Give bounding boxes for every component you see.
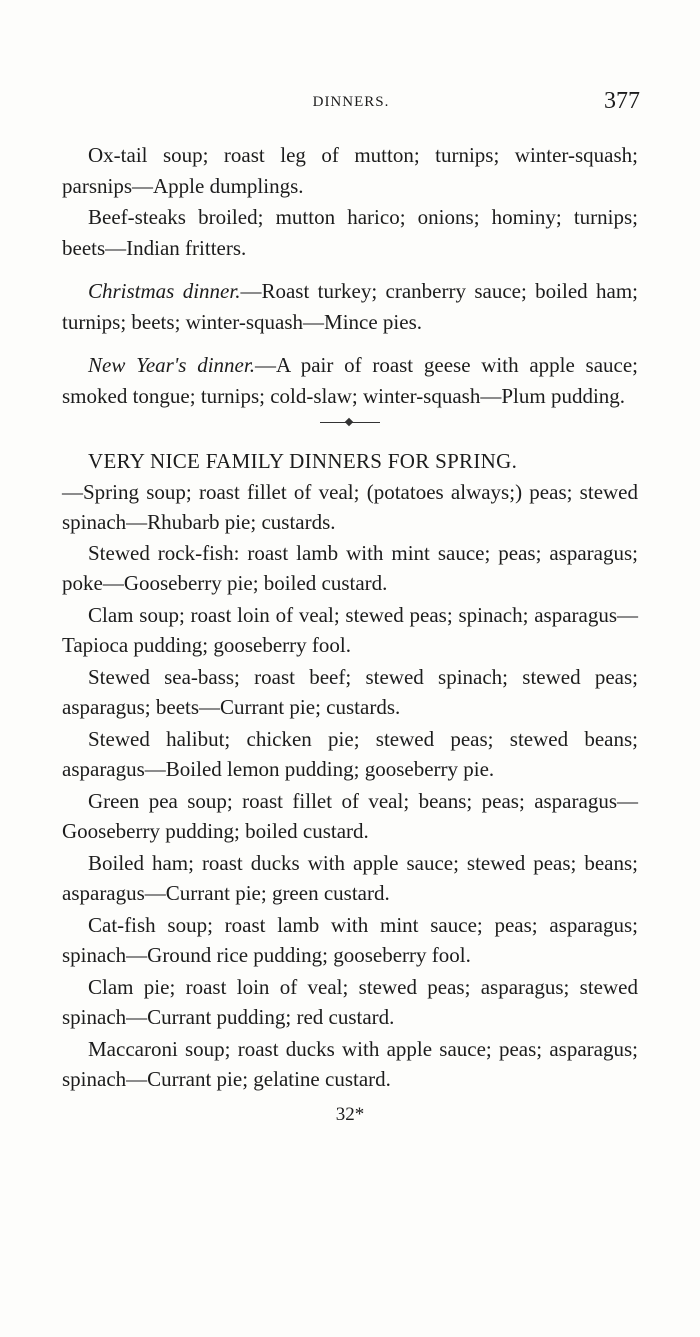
menu-paragraph: Maccaroni soup; roast ducks with apple sauce; peas; asparagus; spinach—Currant pie; gelatine custard. [62,1036,638,1091]
divider-ornament [345,418,353,426]
christmas-dinner-text: —Roast turkey; cranberry sauce; boiled ham; turnips; beets; winter-squash—Mince pies. [62,279,639,334]
new-year-dinner-label: New Year's dinner. [88,353,255,377]
menu-paragraph: Stewed sea-bass; roast beef; stewed spinach; stewed peas; asparagus; beets—Currant pie; custards. [62,664,638,719]
menu-paragraph: Ox-tail soup; roast leg of mutton; turnips; winter-squash; parsnips—Apple dumplings. [62,143,638,198]
menu-paragraph: Beef-steaks broiled; mutton harico; onions; hominy; turnips; beets—Indian fritters. [62,205,638,260]
page-number: 377 [604,88,640,114]
menu-paragraph: Clam soup; roast loin of veal; stewed peas; spinach; asparagus—Tapioca pudding; gooseberry fool. [62,602,638,657]
body-text [62,140,638,1130]
section-heading: VERY NICE FAMILY DINNERS FOR SPRING. [88,449,518,473]
menu-paragraph: Cat-fish soup; roast lamb with mint sauce; peas; asparagus; spinach—Ground rice pudding; gooseberry fool. [62,912,638,967]
new-year-dinner-paragraph [62,350,638,412]
section-intro: —Spring soup; roast fillet of veal; (potatoes always;) peas; stewed spinach—Rhubarb pie; custards. [62,479,638,534]
page-header [62,88,640,122]
menu-paragraph: Green pea soup; roast fillet of veal; beans; peas; asparagus—Gooseberry pudding; boiled custard. [62,788,638,843]
christmas-dinner-label: Christmas dinner. [88,279,241,303]
menu-paragraph: Boiled ham; roast ducks with apple sauce; stewed peas; beans; asparagus—Currant pie; green custard. [62,850,638,905]
menu-paragraph: Stewed rock-fish: roast lamb with mint sauce; peas; asparagus; poke—Gooseberry pie; boiled custard. [62,540,638,595]
new-year-dinner-text: —A pair of roast geese with apple sauce; smoked tongue; turnips; cold-slaw; winter-squash—Plum pudding. [62,353,638,408]
menu-paragraph: Stewed halibut; chicken pie; stewed peas; stewed beans; asparagus—Boiled lemon pudding; gooseberry pie. [62,726,638,781]
christmas-dinner-paragraph [62,276,638,338]
signature-mark: 32* [335,1103,365,1125]
running-head: DINNERS. [312,94,390,110]
section-divider [320,414,380,430]
menu-paragraph: Clam pie; roast loin of veal; stewed peas; asparagus; stewed spinach—Currant pudding; red custard. [62,974,638,1029]
